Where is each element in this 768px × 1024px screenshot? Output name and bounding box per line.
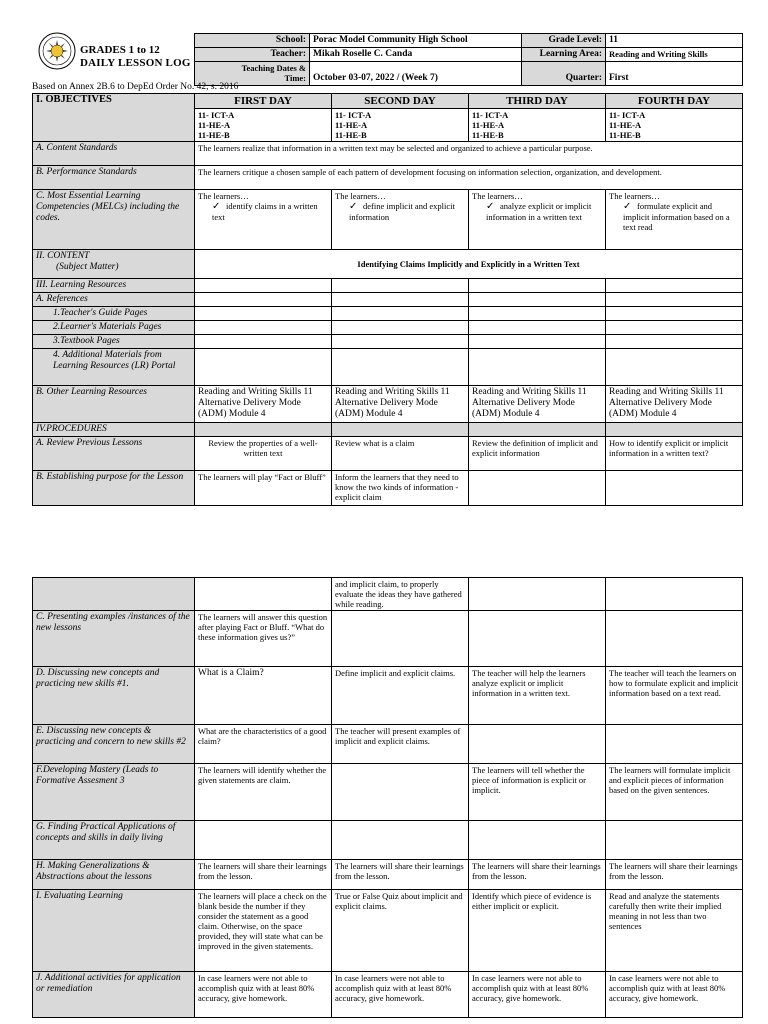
procedures-label: IV.PROCEDURES bbox=[33, 423, 195, 437]
generalizations-day4: The learners will share their learnings from the lesson. bbox=[606, 860, 743, 890]
evaluating-label: I. Evaluating Learning bbox=[33, 890, 195, 972]
dll-table-page1 bbox=[32, 93, 743, 506]
other-resources-day2: Reading and Writing Skills 11 Alternative Delivery Mode (ADM) Module 4 bbox=[332, 386, 469, 423]
checkmark-icon: ✓ bbox=[623, 201, 632, 212]
content-label-1: II. CONTENT bbox=[36, 251, 90, 261]
melcs-day3 bbox=[469, 190, 606, 250]
discussing1-day3: The teacher will help the learners analyze explicit or implicit information in a written text. bbox=[469, 667, 606, 725]
generalizations-day3: The learners will share their learnings from the lesson. bbox=[469, 860, 606, 890]
evaluating-day2: True or False Quiz about implicit and explicit claims. bbox=[332, 890, 469, 972]
presenting-label: C. Presenting examples /instances of the new lessons bbox=[33, 611, 195, 667]
performance-standards-label: B. Performance Standards bbox=[33, 166, 195, 190]
area-value: Reading and Writing Skills bbox=[606, 48, 743, 62]
other-resources-day1: Reading and Writing Skills 11 Alternative Delivery Mode (ADM) Module 4 bbox=[195, 386, 332, 423]
evaluating-day4: Read and analyze the statements carefully then write their implied meaning in not less than two sentences bbox=[606, 890, 743, 972]
presenting-day1: The learners will answer this question after playing Fact or Bluff. “What do these information gives us?” bbox=[195, 611, 332, 667]
section: 11- ICT-A bbox=[335, 110, 372, 120]
additional-day2: In case learners were not able to accomplish quiz with at least 80% accuracy, give homework. bbox=[332, 972, 469, 1018]
purpose-day2: Inform the learners that they need to know the two kinds of information - explicit claim bbox=[332, 471, 469, 506]
mastery-day1: The learners will identify whether the given statements are claim. bbox=[195, 764, 332, 821]
discussing1-day2: Define implicit and explicit claims. bbox=[332, 667, 469, 725]
deped-seal-logo bbox=[38, 32, 76, 70]
content-label-2: (Subject Matter) bbox=[56, 262, 119, 272]
section: 11- ICT-A bbox=[198, 110, 235, 120]
purpose-day1: The learners will play “Fact or Bluff” bbox=[195, 471, 332, 506]
review-day1: Review the properties of a well-written text bbox=[195, 437, 332, 471]
melcs-lead: The learners… bbox=[198, 191, 249, 201]
melcs-text: analyze explicit or implicit information in a written text bbox=[486, 201, 592, 222]
day-heading-2: SECOND DAY bbox=[332, 94, 469, 109]
mastery-day4: The learners will formulate implicit and explicit pieces of information based on the given sentences. bbox=[606, 764, 743, 821]
objectives-heading: I. OBJECTIVES bbox=[33, 94, 195, 142]
melcs-label: C. Most Essential Learning Competencies (MELCs) including the codes. bbox=[33, 190, 195, 250]
additional-day4: In case learners were not able to accomplish quiz with at least 80% accuracy, give homework. bbox=[606, 972, 743, 1018]
discussing1-day4: The teacher will teach the learners on how to formulate explicit and implicit information based on a text read. bbox=[606, 667, 743, 725]
sections-day3 bbox=[469, 109, 606, 142]
deped-order-basis: Based on Annex 2B.6 to DepEd Order No. 42, s. 2016 bbox=[32, 82, 239, 92]
dates-label-1: Teaching Dates & bbox=[241, 63, 306, 73]
references-label: A. References bbox=[33, 293, 195, 307]
review-day4: How to identify explicit or implicit information in a written text? bbox=[606, 437, 743, 471]
dates-label-2: Time: bbox=[284, 73, 306, 83]
melcs-text: define implicit and explicit information bbox=[349, 201, 455, 222]
header-info-table bbox=[194, 33, 743, 86]
section: 11- ICT-A bbox=[472, 110, 509, 120]
generalizations-label: H. Making Generalizations & Abstractions about the lessons bbox=[33, 860, 195, 890]
other-resources-day4: Reading and Writing Skills 11 Alternative Delivery Mode (ADM) Module 4 bbox=[606, 386, 743, 423]
checkmark-icon: ✓ bbox=[212, 201, 221, 212]
grade-label: Grade Level: bbox=[522, 34, 606, 48]
review-label: A. Review Previous Lessons bbox=[33, 437, 195, 471]
section: 11-HE-A bbox=[609, 120, 642, 130]
melcs-day4 bbox=[606, 190, 743, 250]
section: 11-HE-B bbox=[609, 130, 641, 140]
sections-day1 bbox=[195, 109, 332, 142]
purpose-label: B. Establishing purpose for the Lesson bbox=[33, 471, 195, 506]
discussing1-day1: What is a Claim? bbox=[195, 667, 332, 725]
melcs-text: identify claims in a written text bbox=[212, 201, 318, 222]
section: 11-HE-A bbox=[335, 120, 368, 130]
dates-value: October 03-07, 2022 / (Week 7) bbox=[310, 62, 522, 86]
teachers-guide-label: 1.Teacher's Guide Pages bbox=[33, 307, 195, 321]
sections-day2 bbox=[332, 109, 469, 142]
generalizations-day1: The learners will share their learnings from the lesson. bbox=[195, 860, 332, 890]
generalizations-day2: The learners will share their learnings from the lesson. bbox=[332, 860, 469, 890]
additional-label: J. Additional activities for application or remediation bbox=[33, 972, 195, 1018]
school-label: School: bbox=[195, 34, 310, 48]
review-day2: Review what is a claim bbox=[332, 437, 469, 471]
quarter-label: Quarter: bbox=[522, 62, 606, 86]
mastery-label: F.Developing Mastery (Leads to Formative Assesment 3 bbox=[33, 764, 195, 821]
title-line1: GRADES 1 to 12 bbox=[80, 44, 160, 56]
teacher-value: Mikah Roselle C. Canda bbox=[310, 48, 522, 62]
learning-resources-label: III. Learning Resources bbox=[33, 279, 195, 293]
additional-day1: In case learners were not able to accomplish quiz with at least 80% accuracy, give homework. bbox=[195, 972, 332, 1018]
section: 11-HE-A bbox=[198, 120, 231, 130]
textbook-label: 3.Textbook Pages bbox=[33, 335, 195, 349]
content-standards-label: A. Content Standards bbox=[33, 142, 195, 166]
quarter-value: First bbox=[606, 62, 743, 86]
melcs-lead: The learners… bbox=[335, 191, 386, 201]
discussing2-day2: The teacher will present examples of implicit and explicit claims. bbox=[332, 725, 469, 764]
section: 11-HE-A bbox=[472, 120, 505, 130]
dll-table-page2 bbox=[32, 577, 743, 1018]
melcs-text: formulate explicit and implicit information based on a text read bbox=[623, 201, 730, 232]
day-heading-3: THIRD DAY bbox=[469, 94, 606, 109]
evaluating-day1: The learners will place a check on the blank beside the number if they consider the statement as a good claim. Otherwise, on the space provided, they will state what can be improved in the given statements. bbox=[195, 890, 332, 972]
discussing2-day1: What are the characteristics of a good claim? bbox=[195, 725, 332, 764]
day-heading-4: FOURTH DAY bbox=[606, 94, 743, 109]
other-resources-label: B. Other Learning Resources bbox=[33, 386, 195, 423]
performance-standards-text: The learners critique a chosen sample of each pattern of development focusing on information selection, organization, and development. bbox=[195, 166, 743, 190]
evaluating-day3: Identify which piece of evidence is either implicit or explicit. bbox=[469, 890, 606, 972]
checkmark-icon: ✓ bbox=[486, 201, 495, 212]
sections-day4 bbox=[606, 109, 743, 142]
content-subject-matter: Identifying Claims Implicitly and Explicitly in a Written Text bbox=[195, 250, 743, 279]
school-value: Porac Model Community High School bbox=[310, 34, 522, 48]
section: 11-HE-B bbox=[198, 130, 230, 140]
melcs-lead: The learners… bbox=[609, 191, 660, 201]
grade-value: 11 bbox=[606, 34, 743, 48]
area-label: Learning Area: bbox=[522, 48, 606, 62]
additional-materials-label: 4. Additional Materials from Learning Resources (LR) Portal bbox=[33, 349, 195, 386]
content-standards-text: The learners realize that information in a written text may be selected and organized to achieve a particular purpose. bbox=[195, 142, 743, 166]
title-line2: DAILY LESSON LOG bbox=[80, 57, 191, 69]
melcs-day1 bbox=[195, 190, 332, 250]
content-label bbox=[33, 250, 195, 279]
mastery-day3: The learners will tell whether the piece of information is explicit or implicit. bbox=[469, 764, 606, 821]
teacher-label: Teacher: bbox=[195, 48, 310, 62]
discussing2-label: E. Discussing new concepts & practicing and concern to new skills #2 bbox=[33, 725, 195, 764]
melcs-day2 bbox=[332, 190, 469, 250]
additional-day3: In case learners were not able to accomplish quiz with at least 80% accuracy, give homework. bbox=[469, 972, 606, 1018]
purpose-day2-continued: and implicit claim, to properly evaluate the ideas they have gathered while reading. bbox=[332, 578, 469, 611]
discussing1-label: D. Discussing new concepts and practicing new skills #1. bbox=[33, 667, 195, 725]
day-heading-1: FIRST DAY bbox=[195, 94, 332, 109]
practical-label: G. Finding Practical Applications of concepts and skills in daily living bbox=[33, 821, 195, 860]
learners-materials-label: 2.Learner's Materials Pages bbox=[33, 321, 195, 335]
section: 11- ICT-A bbox=[609, 110, 646, 120]
checkmark-icon: ✓ bbox=[349, 201, 358, 212]
melcs-lead: The learners… bbox=[472, 191, 523, 201]
other-resources-day3: Reading and Writing Skills 11 Alternative Delivery Mode (ADM) Module 4 bbox=[469, 386, 606, 423]
review-day3: Review the definition of implicit and explicit information bbox=[469, 437, 606, 471]
section: 11-HE-B bbox=[472, 130, 504, 140]
section: 11-HE-B bbox=[335, 130, 367, 140]
